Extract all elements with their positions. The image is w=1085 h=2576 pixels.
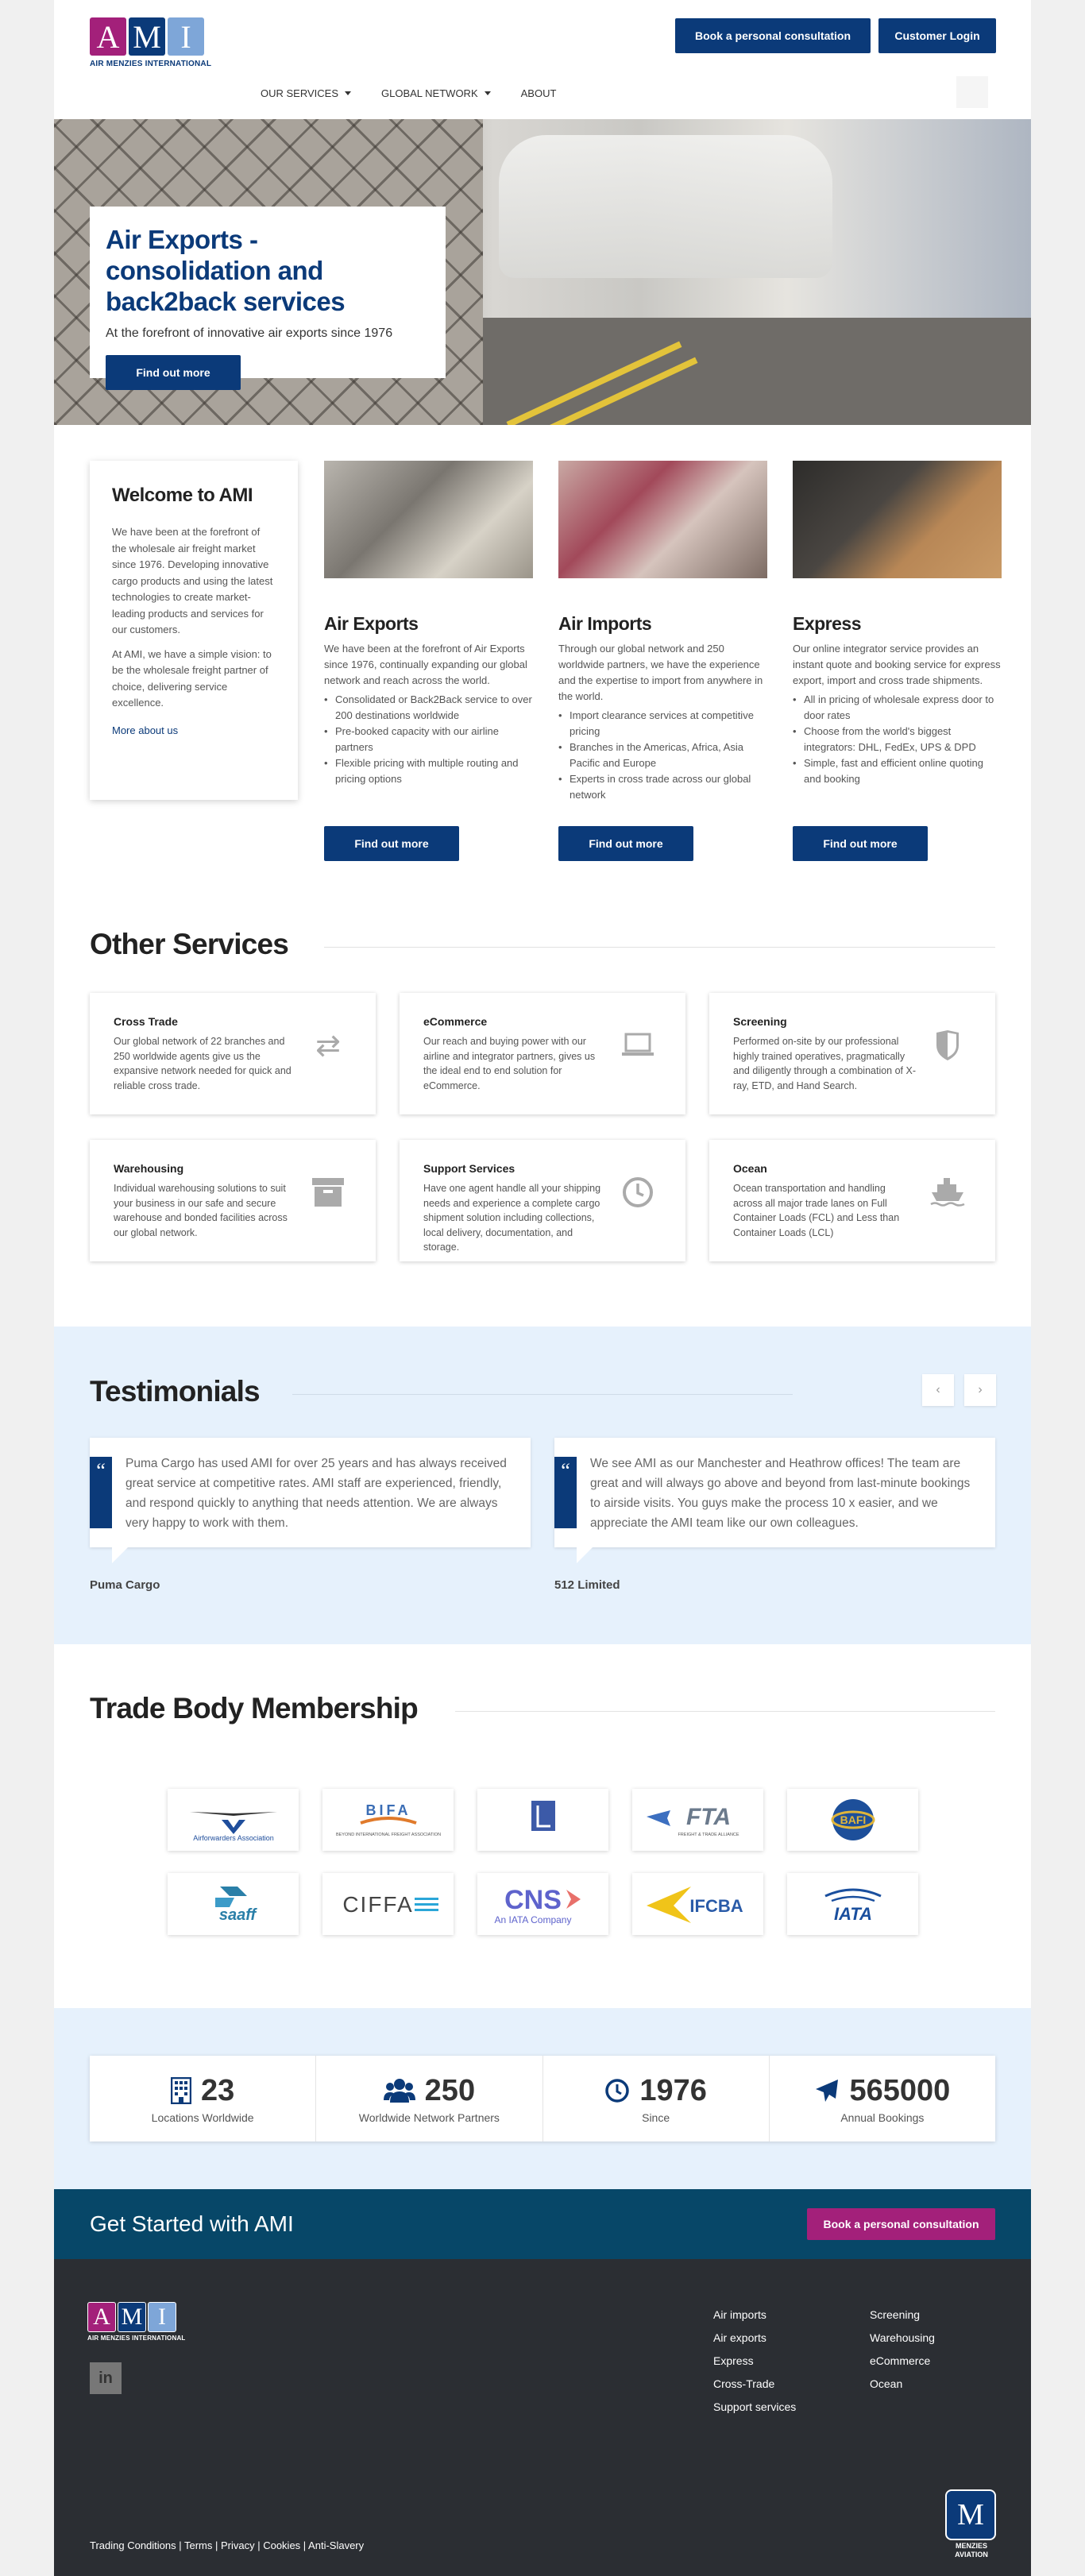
users-icon [384,2078,415,2103]
footer-link-ocean[interactable]: Ocean [870,2377,903,2390]
express-find-out-more-button[interactable]: Find out more [793,826,928,861]
list-item: • Import clearance services at competitive pricing [558,708,767,740]
welcome-para-2: At AMI, we have a simple vision: to be the wholesale freight partner of choice, delivering service excellence. [112,647,272,709]
footer-link-cross-trade[interactable]: Cross-Trade [713,2377,775,2390]
stat-bookings [770,2056,995,2142]
logo-text: IFCBA [689,1896,743,1916]
nav-our-services[interactable] [261,87,351,99]
page [54,0,1031,2576]
card-text: Our global network of 22 branches and 250 worldwide agents give us the expansive network needed for quick and reliable cross trade. [114,1036,292,1091]
logo-text: CIFFA [342,1892,414,1917]
card-title: Cross Trade [114,1015,178,1028]
air-exports-image [324,461,533,578]
footer-link-ecommerce[interactable]: eCommerce [870,2354,931,2367]
express-image [793,461,1002,578]
air-imports-find-out-more-button[interactable]: Find out more [558,826,693,861]
card-text: Individual warehousing solutions to suit your business in our safe and secure warehouse and bonded facilities across our global network. [114,1183,288,1238]
logo-text: FTA [685,1804,731,1830]
service-text: We have been at the forefront of Air Exports since 1976, continually expanding our global network and reach across the world. [324,643,527,686]
stat-since [543,2056,770,2142]
welcome-title: Welcome to AMI [112,485,253,506]
stat-partners [316,2056,542,2142]
speech-tail [577,1547,593,1563]
card-title: Support Services [423,1162,515,1175]
nav-global-network[interactable] [381,87,491,99]
exchange-icon: ⇄ [315,1029,341,1063]
ciffa-logo[interactable] [322,1873,454,1935]
stat-label: Locations Worldwide [151,2111,254,2124]
testimonial-next-button[interactable]: › [964,1374,996,1406]
service-bullets [558,708,767,803]
association-logo[interactable] [477,1789,608,1851]
customer-login-button[interactable]: Customer Login [878,18,996,53]
card-text: Performed on-site by our professional highly trained operatives, pragmatically and diligently through a combination of X-ray, ETD, and Hand Search. [733,1036,917,1091]
other-service-card-ecommerce[interactable] [400,993,685,1114]
logo-text: CNS [504,1885,562,1915]
quote-icon: “ [554,1457,577,1528]
menzies-aviation-text: MENZIES AVIATION [955,2542,988,2559]
ami-logo[interactable] [90,17,211,68]
testimonial-prev-button[interactable]: ‹ [922,1374,954,1406]
nav-label: ABOUT [520,87,557,99]
list-item: • Branches in the Americas, Africa, Asia Pacific and Europe [558,740,767,771]
air-exports-find-out-more-button[interactable]: Find out more [324,826,459,861]
book-consultation-button[interactable]: Book a personal consultation [675,18,871,53]
air-imports-image [558,461,767,578]
logo-tile-a: A [87,2302,116,2332]
nav-label: OUR SERVICES [261,87,339,99]
list-item: • Choose from the world's biggest integrators: DHL, FedEx, UPS & DPD [793,724,1002,755]
shield-icon [929,1026,967,1064]
footer-link-air-imports[interactable]: Air imports [713,2308,766,2321]
list-item: • Consolidated or Back2Back service to over 200 destinations worldwide [324,692,533,724]
other-service-card-cross-trade[interactable] [90,993,376,1114]
chevron-down-icon [345,91,351,95]
stat-label: Since [642,2111,670,2124]
laptop-icon [619,1026,657,1064]
service-air-exports [324,461,533,787]
card-title: Warehousing [114,1162,184,1175]
get-started-title: Get Started with AMI [90,2211,294,2236]
iata-logo[interactable] [787,1873,918,1935]
hero-title: Air Exports - consolidation and back2back services [106,225,346,316]
service-bullets [793,692,1002,787]
service-title: Air Exports [324,613,419,634]
archive-box-icon [309,1173,347,1211]
footer-link-air-exports[interactable]: Air exports [713,2331,766,2344]
service-express [793,461,1002,787]
logo-subtext: BEYOND INTERNATIONAL FREIGHT ASSOCIATION [335,1833,441,1837]
footer-legal-links[interactable]: Trading Conditions | Terms | Privacy | Cookies | Anti-Slavery [90,2539,365,2551]
footer-link-screening[interactable]: Screening [870,2308,921,2321]
footer-links-col1 [713,2304,796,2419]
logo-subtitle: AIR MENZIES INTERNATIONAL [87,2335,186,2342]
testimonial-card [90,1438,531,1547]
other-services-title: Other Services [90,928,289,960]
footer-logo[interactable] [87,2302,186,2342]
logo-tile-i: I [168,17,204,56]
other-service-card-ocean[interactable] [709,1140,995,1261]
cns-logo[interactable] [477,1873,608,1935]
list-item: • Flexible pricing with multiple routing and pricing options [324,755,533,787]
footer [54,2259,1031,2576]
saaff-logo[interactable] [168,1873,299,1935]
service-text: Through our global network and 250 worldwide partners, we have the experience and the expertise to import from anywhere in the world. [558,643,763,702]
logo-tile-m: M [129,17,165,56]
welcome-card [90,461,298,800]
get-started-band [54,2189,1031,2259]
linkedin-icon[interactable]: in [90,2362,122,2394]
logo-text: saaff [218,1906,256,1924]
testimonial-text: We see AMI as our Manchester and Heathrow offices! The team are great and will always go above and beyond from last-minute bookings to airside visits. You guys make the process 10 x easier, and we appreciate the AMI team like our own colleagues. [590,1457,971,1530]
testimonial-text: Puma Cargo has used AMI for over 25 years and has always received great service at competitive rates. AMI staff are experienced, friendly, and respond quickly to anything that needs attention. We are always very happy to work with them. [125,1457,507,1530]
stat-label: Worldwide Network Partners [358,2111,500,2124]
plane-icon [814,2078,840,2103]
get-started-consultation-button[interactable]: Book a personal consultation [807,2208,995,2240]
footer-links-col2 [870,2304,935,2396]
quote-icon: “ [90,1457,112,1528]
ifcba-logo[interactable] [632,1873,763,1935]
other-service-card-screening[interactable] [709,993,995,1114]
service-title: Air Imports [558,613,652,634]
menzies-aviation-logo[interactable]: M [945,2489,996,2540]
list-item: • Experts in cross trade across our global network [558,771,767,803]
section-divider [324,947,995,948]
airforwarders-logo[interactable] [168,1789,299,1851]
hero-banner [54,119,1031,425]
card-title: Screening [733,1015,787,1028]
logo-text: BAFI [840,1813,866,1826]
clock-icon [619,1173,657,1211]
footer-link-support-services[interactable]: Support services [713,2400,797,2413]
fta-logo[interactable] [632,1789,763,1851]
card-title: Ocean [733,1162,767,1175]
logo-text: BIFA [365,1802,411,1818]
hero-find-out-more-button[interactable]: Find out more [106,355,241,390]
hero-tarmac-image [483,318,1031,425]
hero-subtitle: At the forefront of innovative air exports since 1976 [106,326,393,340]
footer-link-warehousing[interactable]: Warehousing [870,2331,935,2344]
clock-icon [604,2078,630,2103]
card-title: eCommerce [423,1015,488,1028]
stats-card [90,2056,995,2142]
other-service-card-warehousing[interactable] [90,1140,376,1261]
service-text: Our online integrator service provides an instant quote and booking service for express export, import and cross trade shipments. [793,643,1001,686]
speech-tail [112,1547,128,1563]
hero-card [90,207,446,378]
stat-label: Annual Bookings [840,2111,925,2124]
testimonial-author: Puma Cargo [90,1578,160,1592]
logo-tile-a: A [90,17,126,56]
logo-text: IATA [833,1904,872,1924]
nav-about[interactable] [521,87,557,99]
logo-subtext: FREIGHT & TRADE ALLIANCE [677,1833,739,1837]
logo-tile-i: I [148,2302,176,2332]
hero-plane-image [499,135,832,278]
main-nav [261,87,556,99]
ship-icon [929,1173,967,1211]
nav-label: GLOBAL NETWORK [381,87,478,99]
stat-value: 565000 [849,2073,951,2107]
more-about-us-link[interactable]: More about us [112,724,179,736]
card-text: Ocean transportation and handling across all major trade lanes on Full Container Loads (FCL) and Less than Container Loads (LCL) [733,1183,900,1238]
logo-text: Airforwarders Association [192,1834,274,1842]
stat-value: 1976 [639,2073,707,2107]
logo-subtext: An IATA Company [494,1914,571,1925]
chevron-down-icon [485,91,491,95]
list-item: • All in pricing of wholesale express door to door rates [793,692,1002,724]
bifa-logo[interactable] [322,1789,454,1851]
logo-tile-m: M [118,2302,146,2332]
service-title: Express [793,613,862,634]
list-item: • Pre-booked capacity with our airline partners [324,724,533,755]
testimonial-card [554,1438,995,1547]
stat-value: 250 [424,2073,476,2107]
list-item: • Simple, fast and efficient online quoting and booking [793,755,1002,787]
logo-subtitle: AIR MENZIES INTERNATIONAL [90,60,212,68]
testimonials-title: Testimonials [90,1375,260,1408]
welcome-para-1: We have been at the forefront of the wholesale air freight market since 1976. Developing innovative cargo products and using the latest technologies to create market-leading products and services for our customers. [112,526,273,635]
testimonial-author: 512 Limited [554,1578,620,1592]
section-divider [292,1394,793,1395]
trade-body-title: Trade Body Membership [90,1692,418,1724]
stat-value: 23 [200,2073,235,2107]
building-icon [171,2077,191,2104]
service-air-imports [558,461,767,803]
card-text: Our reach and buying power with our airline and integrator partners, gives us the ideal end to end solution for eCommerce. [423,1036,596,1091]
service-bullets [324,692,533,787]
card-text: Have one agent handle all your shipping needs and experience a complete cargo shipment solution including collections, local delivery, documentation, and storage. [423,1183,601,1253]
stat-locations [90,2056,316,2142]
bafi-logo[interactable] [787,1789,918,1851]
footer-link-express[interactable]: Express [713,2354,754,2367]
section-divider [455,1711,995,1712]
search-toggle[interactable] [956,76,988,108]
other-service-card-support-services[interactable] [400,1140,685,1261]
